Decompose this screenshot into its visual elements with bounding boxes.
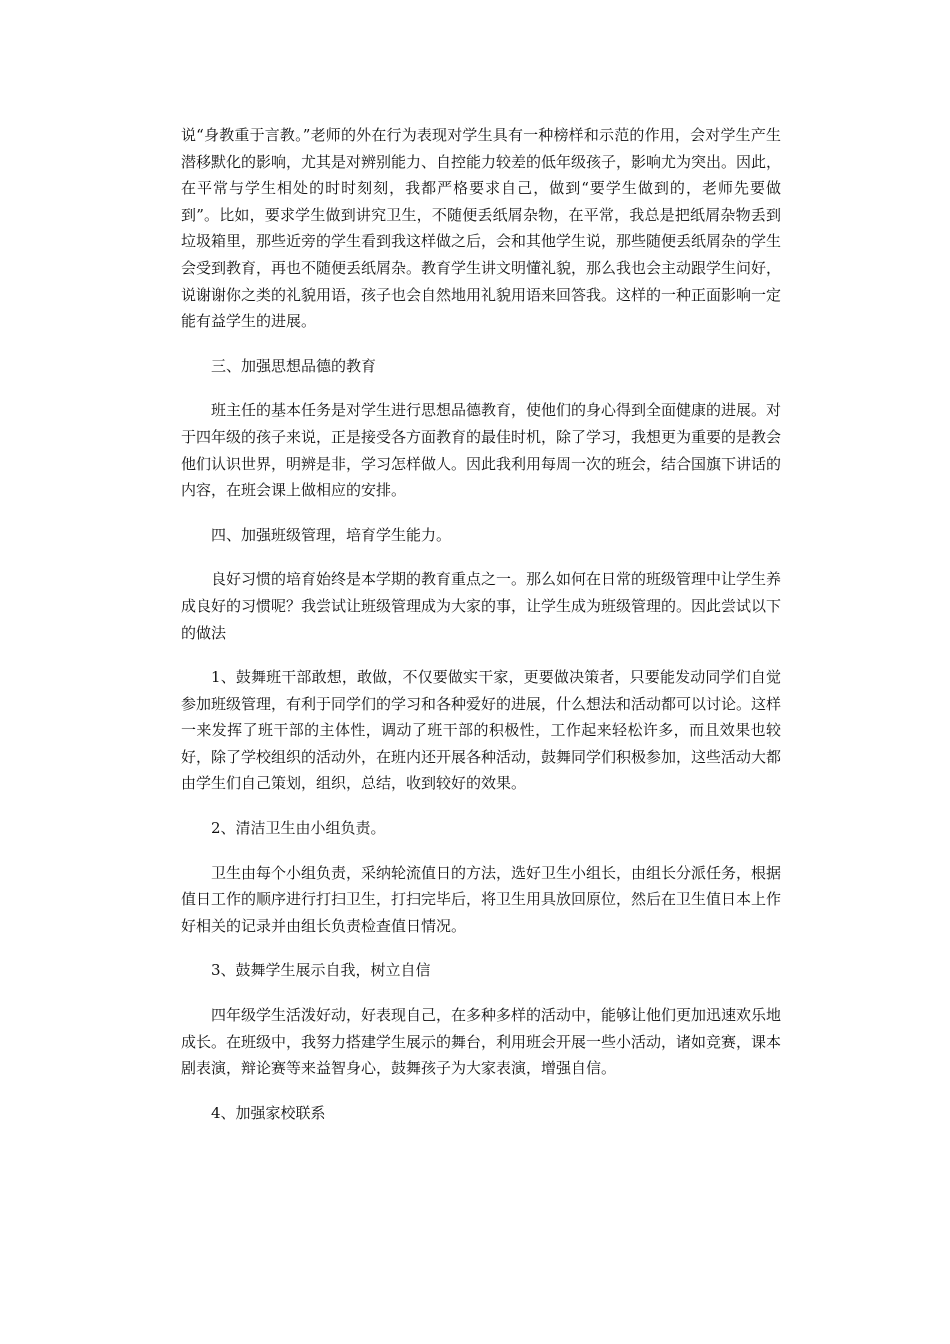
body-paragraph: 说“身教重于言教。”老师的外在行为表现对学生具有一种榜样和示范的作用，会对学生产生潜移默化的影响，尤其是对辨别能力、自控能力较差的低年级孩子，影响尤为突出。因此，在平常与学生相处的时时刻刻，我都严格要求自己，做到“要学生做到的，老师先要做到”。比如，要求学生做到讲究卫生，不随便丢纸屑杂物，在平常，我总是把纸屑杂物丢到垃圾箱里，那些近旁的学生看到我这样做之后，会和其他学生说，那些随便丢纸屑杂的学生会受到教育，再也不随便丢纸屑杂。教育学生讲文明懂礼貌，那么我也会主动跟学生问好，说谢谢你之类的礼貌用语，孩子也会自然地用礼貌用语来回答我。这样的一种正面影响一定能有益学生的进展。 bbox=[181, 126, 782, 331]
list-item: 1、鼓舞班干部敢想，敢做，不仅要做实干家，更要做决策者，只要能发动同学们自觉参加班级管理，有利于同学们的学习和各种爱好的进展，什么想法和活动都可以讨论。这样一来发挥了班干部的主体性，调动了班干部的积极性，工作起来轻松许多，而且效果也较好，除了学校组织的活动外，在班内还开展各种活动，鼓舞同学们积极参加，这些活动大都由学生们自己策划，组织，总结，收到较好的效果。 bbox=[181, 668, 782, 793]
list-item: 4、加强家校联系 bbox=[211, 1103, 326, 1122]
body-paragraph: 班主任的基本任务是对学生进行思想品德教育，使他们的身心得到全面健康的进展。对于四年级的孩子来说，正是接受各方面教育的最佳时机，除了学习，我想更为重要的是教会他们认识世界，明辨是非，学习怎样做人。因此我利用每周一次的班会，结合国旗下讲话的内容，在班会课上做相应的安排。 bbox=[181, 401, 782, 500]
body-paragraph: 四年级学生活泼好动，好表现自己，在多种多样的活动中，能够让他们更加迅速欢乐地成长。在班级中，我努力搭建学生展示的舞台，利用班会开展一些小活动，诸如竞赛，课本剧表演，辩论赛等来益智身心，鼓舞孩子为大家表演，增强自信。 bbox=[181, 1006, 782, 1078]
document-page bbox=[181, 122, 781, 1126]
section-heading: 四、加强班级管理，培育学生能力。 bbox=[211, 525, 452, 544]
list-item: 3、鼓舞学生展示自我，树立自信 bbox=[211, 961, 431, 980]
section-heading: 三、加强思想品德的教育 bbox=[211, 356, 377, 375]
body-paragraph: 良好习惯的培育始终是本学期的教育重点之一。那么如何在日常的班级管理中让学生养成良好的习惯呢？我尝试让班级管理成为大家的事，让学生成为班级管理的。因此尝试以下的做法 bbox=[181, 570, 782, 642]
list-item: 2、清洁卫生由小组负责。 bbox=[211, 819, 386, 838]
body-paragraph: 卫生由每个小组负责，采纳轮流值日的方法，选好卫生小组长，由组长分派任务，根据值日工作的顺序进行打扫卫生，打扫完毕后，将卫生用具放回原位，然后在卫生值日本上作好相关的记录并由组长负责检查值日情况。 bbox=[181, 863, 782, 935]
